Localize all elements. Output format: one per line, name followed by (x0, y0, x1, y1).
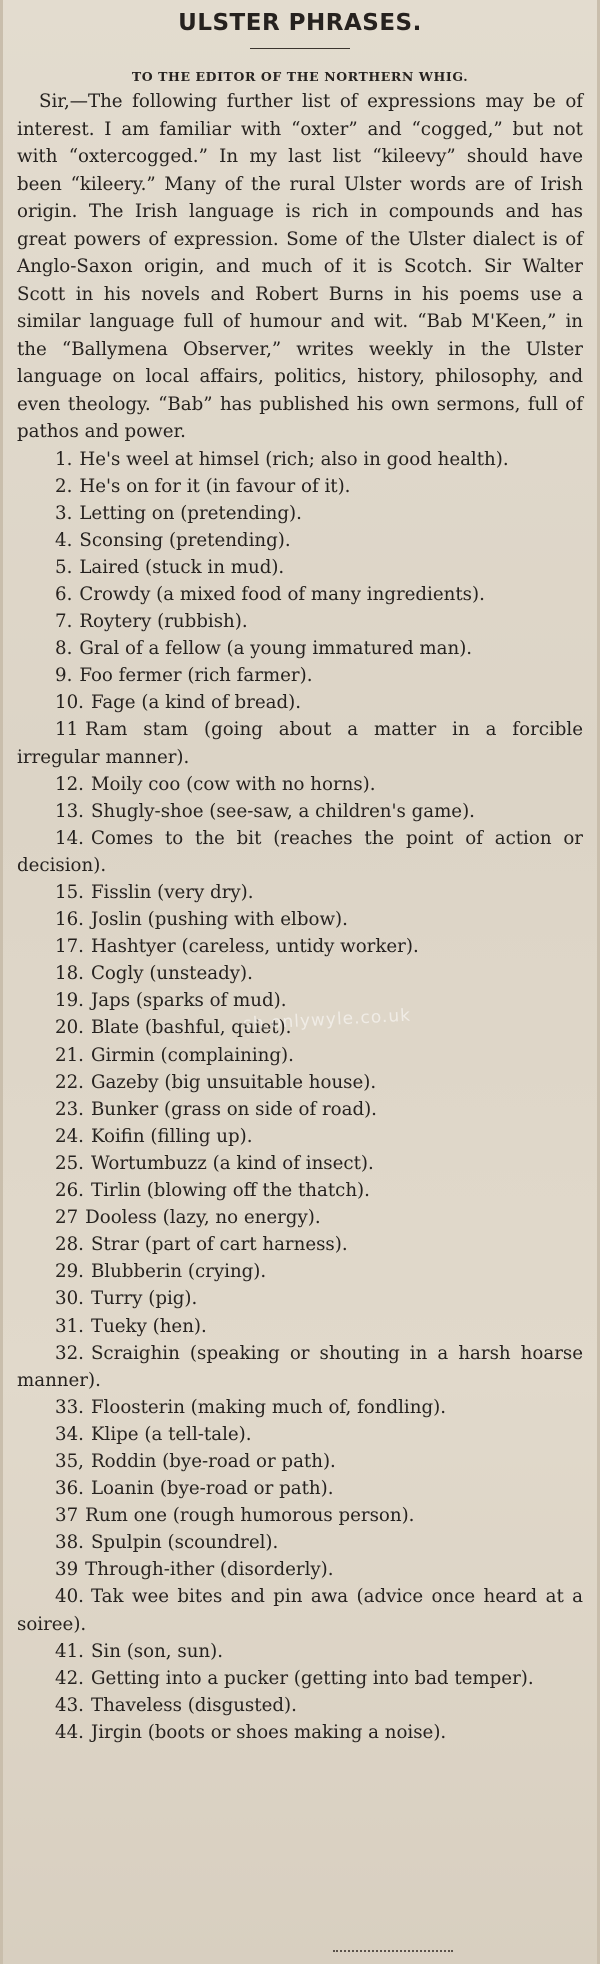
phrase-item (17, 1123, 583, 1150)
phrase-number: 20. (55, 1017, 84, 1039)
phrase-number: 37 (55, 1505, 79, 1527)
phrase-number: 16. (55, 909, 84, 931)
phrase-number: 27 (55, 1207, 79, 1229)
phrase-number: 9. (55, 665, 73, 687)
phrase-number: 35, (55, 1450, 84, 1472)
phrase-item (17, 1719, 583, 1746)
phrase-text: Sin (son, sun). (90, 1640, 224, 1662)
phrase-text: Girmin (complaining). (90, 1044, 294, 1066)
phrase-number: 17. (55, 936, 84, 958)
phrase-number: 24. (55, 1125, 84, 1147)
phrase-text: Scraighin (speaking or shouting in a harsh hoarse manner). (17, 1342, 583, 1391)
phrase-text: Shugly-shoe (see-saw, a children's game). (90, 800, 475, 822)
phrase-number: 36. (55, 1478, 84, 1500)
phrase-text: Crowdy (a mixed food of many ingredients). (79, 583, 485, 605)
phrase-text: Moily coo (cow with no horns). (90, 773, 376, 795)
phrase-text: Letting on (pretending). (79, 502, 302, 524)
headline-rule (250, 48, 350, 49)
phrase-item (17, 825, 583, 879)
phrase-text: Hashtyer (careless, untidy worker). (90, 936, 419, 958)
phrase-item (17, 1692, 583, 1719)
phrase-list (17, 446, 583, 1747)
phrase-item (17, 1258, 583, 1285)
phrase-item (17, 1502, 583, 1529)
phrase-text: Gral of a fellow (a young immatured man). (79, 638, 473, 660)
phrase-item (17, 1096, 583, 1123)
phrase-text: Strar (part of cart harness). (90, 1234, 348, 1256)
phrase-item (17, 1556, 583, 1583)
phrase-item (17, 1042, 583, 1069)
phrase-number: 2. (55, 475, 73, 497)
phrase-number: 13. (55, 800, 84, 822)
phrase-text: Jirgin (boots or shoes making a noise). (90, 1721, 447, 1743)
phrase-text: Thaveless (disgusted). (90, 1694, 297, 1716)
phrase-text: Dooless (lazy, no energy). (85, 1207, 321, 1229)
phrase-number: 21. (55, 1044, 84, 1066)
watermark: sh.onlywyle.co.uk (242, 1005, 412, 1035)
phrase-item (17, 1069, 583, 1096)
phrase-item (17, 1448, 583, 1475)
phrase-number: 3. (55, 502, 73, 524)
phrase-number: 38. (55, 1532, 84, 1554)
phrase-number: 39 (55, 1559, 79, 1581)
phrase-number: 5. (55, 556, 73, 578)
phrase-text: Japs (sparks of mud). (90, 990, 287, 1012)
phrase-number: 7. (55, 611, 73, 633)
phrase-text: Laired (stuck in mud). (79, 556, 285, 578)
phrase-number: 32. (55, 1342, 84, 1364)
phrase-text: Tueky (hen). (90, 1315, 207, 1337)
phrase-item (17, 987, 583, 1014)
phrase-item (17, 716, 583, 770)
phrase-number: 44. (55, 1721, 84, 1743)
phrase-text: Cogly (unsteady). (90, 963, 253, 985)
phrase-number: 14. (55, 827, 84, 849)
phrase-number: 23. (55, 1098, 84, 1120)
phrase-text: Floosterin (making much of, fondling). (90, 1396, 446, 1418)
phrase-text: Gazeby (big unsuitable house). (90, 1071, 377, 1093)
phrase-item (17, 662, 583, 689)
phrase-item (17, 1394, 583, 1421)
phrase-item (17, 1421, 583, 1448)
phrase-number: 28. (55, 1234, 84, 1256)
phrase-text: Roytery (rubbish). (79, 611, 248, 633)
phrase-number: 41. (55, 1640, 84, 1662)
phrase-text: He's weel at himsel (rich; also in good health). (79, 448, 509, 470)
phrase-item (17, 771, 583, 798)
phrase-item (17, 1583, 583, 1637)
phrase-item (17, 1665, 583, 1692)
phrase-text: Turry (pig). (90, 1288, 198, 1310)
headline: ULSTER PHRASES. (178, 10, 422, 36)
phrase-item (17, 608, 583, 635)
phrase-text: Getting into a pucker (getting into bad temper). (90, 1667, 534, 1689)
phrase-item (17, 906, 583, 933)
phrase-item (17, 1313, 583, 1340)
phrase-item (17, 1177, 583, 1204)
phrase-number: 29. (55, 1261, 84, 1283)
phrase-item (17, 1475, 583, 1502)
phrase-number: 1. (55, 448, 73, 470)
phrase-item (17, 635, 583, 662)
phrase-item (17, 1231, 583, 1258)
phrase-item (17, 473, 583, 500)
phrase-item (17, 1638, 583, 1665)
phrase-number: 12. (55, 773, 84, 795)
phrase-item (17, 554, 583, 581)
phrase-number: 30. (55, 1288, 84, 1310)
letter-body: Sir,—The following further list of expressions may be of interest. I am familiar with “oxter” and “cogged,” but not with “oxtercogged.” In my last list “kileevy” should have been “kileery.” Many of the rural Ulster words are of Irish origin. The Irish language is rich in compounds and has great powers of expression. Some of the Ulster dialect is of Anglo-Saxon origin, and much of it is Scotch. Sir Walter Scott in his novels and Robert Burns in his poems use a similar language full of humour and wit. “Bab M'Keen,” in the “Ballymena Observer,” writes weekly in the Ulster language on local affairs, politics, history, philosophy, and even theology. “Bab” has published his own sermons, full of pathos and power. (17, 91, 583, 442)
phrase-text: Blubberin (crying). (90, 1261, 267, 1283)
phrase-item (17, 1529, 583, 1556)
phrase-number: 43. (55, 1694, 84, 1716)
phrase-text: Koifin (filling up). (90, 1125, 253, 1147)
phrase-number: 10. (55, 692, 84, 714)
phrase-number: 6. (55, 583, 73, 605)
phrase-item (17, 527, 583, 554)
phrase-item (17, 933, 583, 960)
phrase-number: 22. (55, 1071, 84, 1093)
phrase-item (17, 689, 583, 716)
phrase-number: 33. (55, 1396, 84, 1418)
phrase-text: Wortumbuzz (a kind of insect). (90, 1152, 374, 1174)
phrase-number: 11 (55, 719, 79, 741)
phrase-text: He's on for it (in favour of it). (79, 475, 351, 497)
phrase-text: Fage (a kind of bread). (90, 692, 301, 714)
phrase-text: Comes to the bit (reaches the point of action or decision). (17, 827, 583, 876)
phrase-text: Joslin (pushing with elbow). (90, 909, 348, 931)
phrase-text: Sconsing (pretending). (79, 529, 291, 551)
phrase-item (17, 1204, 583, 1231)
phrase-item (17, 500, 583, 527)
phrase-number: 15. (55, 882, 84, 903)
phrase-item (17, 1014, 583, 1041)
phrase-number: 31. (55, 1315, 84, 1337)
phrase-text: Spulpin (scoundrel). (90, 1532, 279, 1554)
phrase-item (17, 1340, 583, 1394)
phrase-item (17, 879, 583, 906)
phrase-number: 40. (55, 1586, 84, 1608)
phrase-number: 8. (55, 638, 73, 660)
phrase-item (17, 581, 583, 608)
phrase-number: 19. (55, 990, 84, 1012)
clipping-cut-edge (333, 1950, 453, 1958)
phrase-text: Tirlin (blowing off the thatch). (90, 1180, 370, 1202)
phrase-number: 18. (55, 963, 84, 985)
phrase-item (17, 1150, 583, 1177)
phrase-text: Rum one (rough humorous person). (85, 1505, 415, 1527)
phrase-text: Through-ither (disorderly). (85, 1559, 334, 1581)
phrase-number: 34. (55, 1423, 84, 1445)
phrase-number: 26. (55, 1180, 84, 1202)
phrase-text: Ram stam (going about a matter in a forcible irregular manner). (17, 719, 583, 768)
phrase-number: 42. (55, 1667, 84, 1689)
phrase-text: Foo fermer (rich farmer). (79, 665, 313, 687)
phrase-text: Tak wee bites and pin awa (advice once heard at a soiree). (17, 1586, 583, 1635)
phrase-number: 25. (55, 1152, 84, 1174)
phrase-text: Klipe (a tell-tale). (90, 1423, 252, 1445)
phrase-item (17, 446, 583, 473)
phrase-text: Bunker (grass on side of road). (90, 1098, 377, 1120)
phrase-text: Blate (bashful, quiet). (90, 1017, 292, 1039)
phrase-item (17, 1285, 583, 1312)
to-editor-heading: TO THE EDITOR OF THE NORTHERN WHIG. (131, 69, 469, 84)
phrase-text: Roddin (bye-road or path). (90, 1450, 336, 1472)
phrase-text: Loanin (bye-road or path). (90, 1478, 334, 1500)
phrase-item (17, 798, 583, 825)
phrase-text: Fisslin (very dry). (90, 882, 254, 903)
phrase-item (17, 960, 583, 987)
phrase-number: 4. (55, 529, 73, 551)
